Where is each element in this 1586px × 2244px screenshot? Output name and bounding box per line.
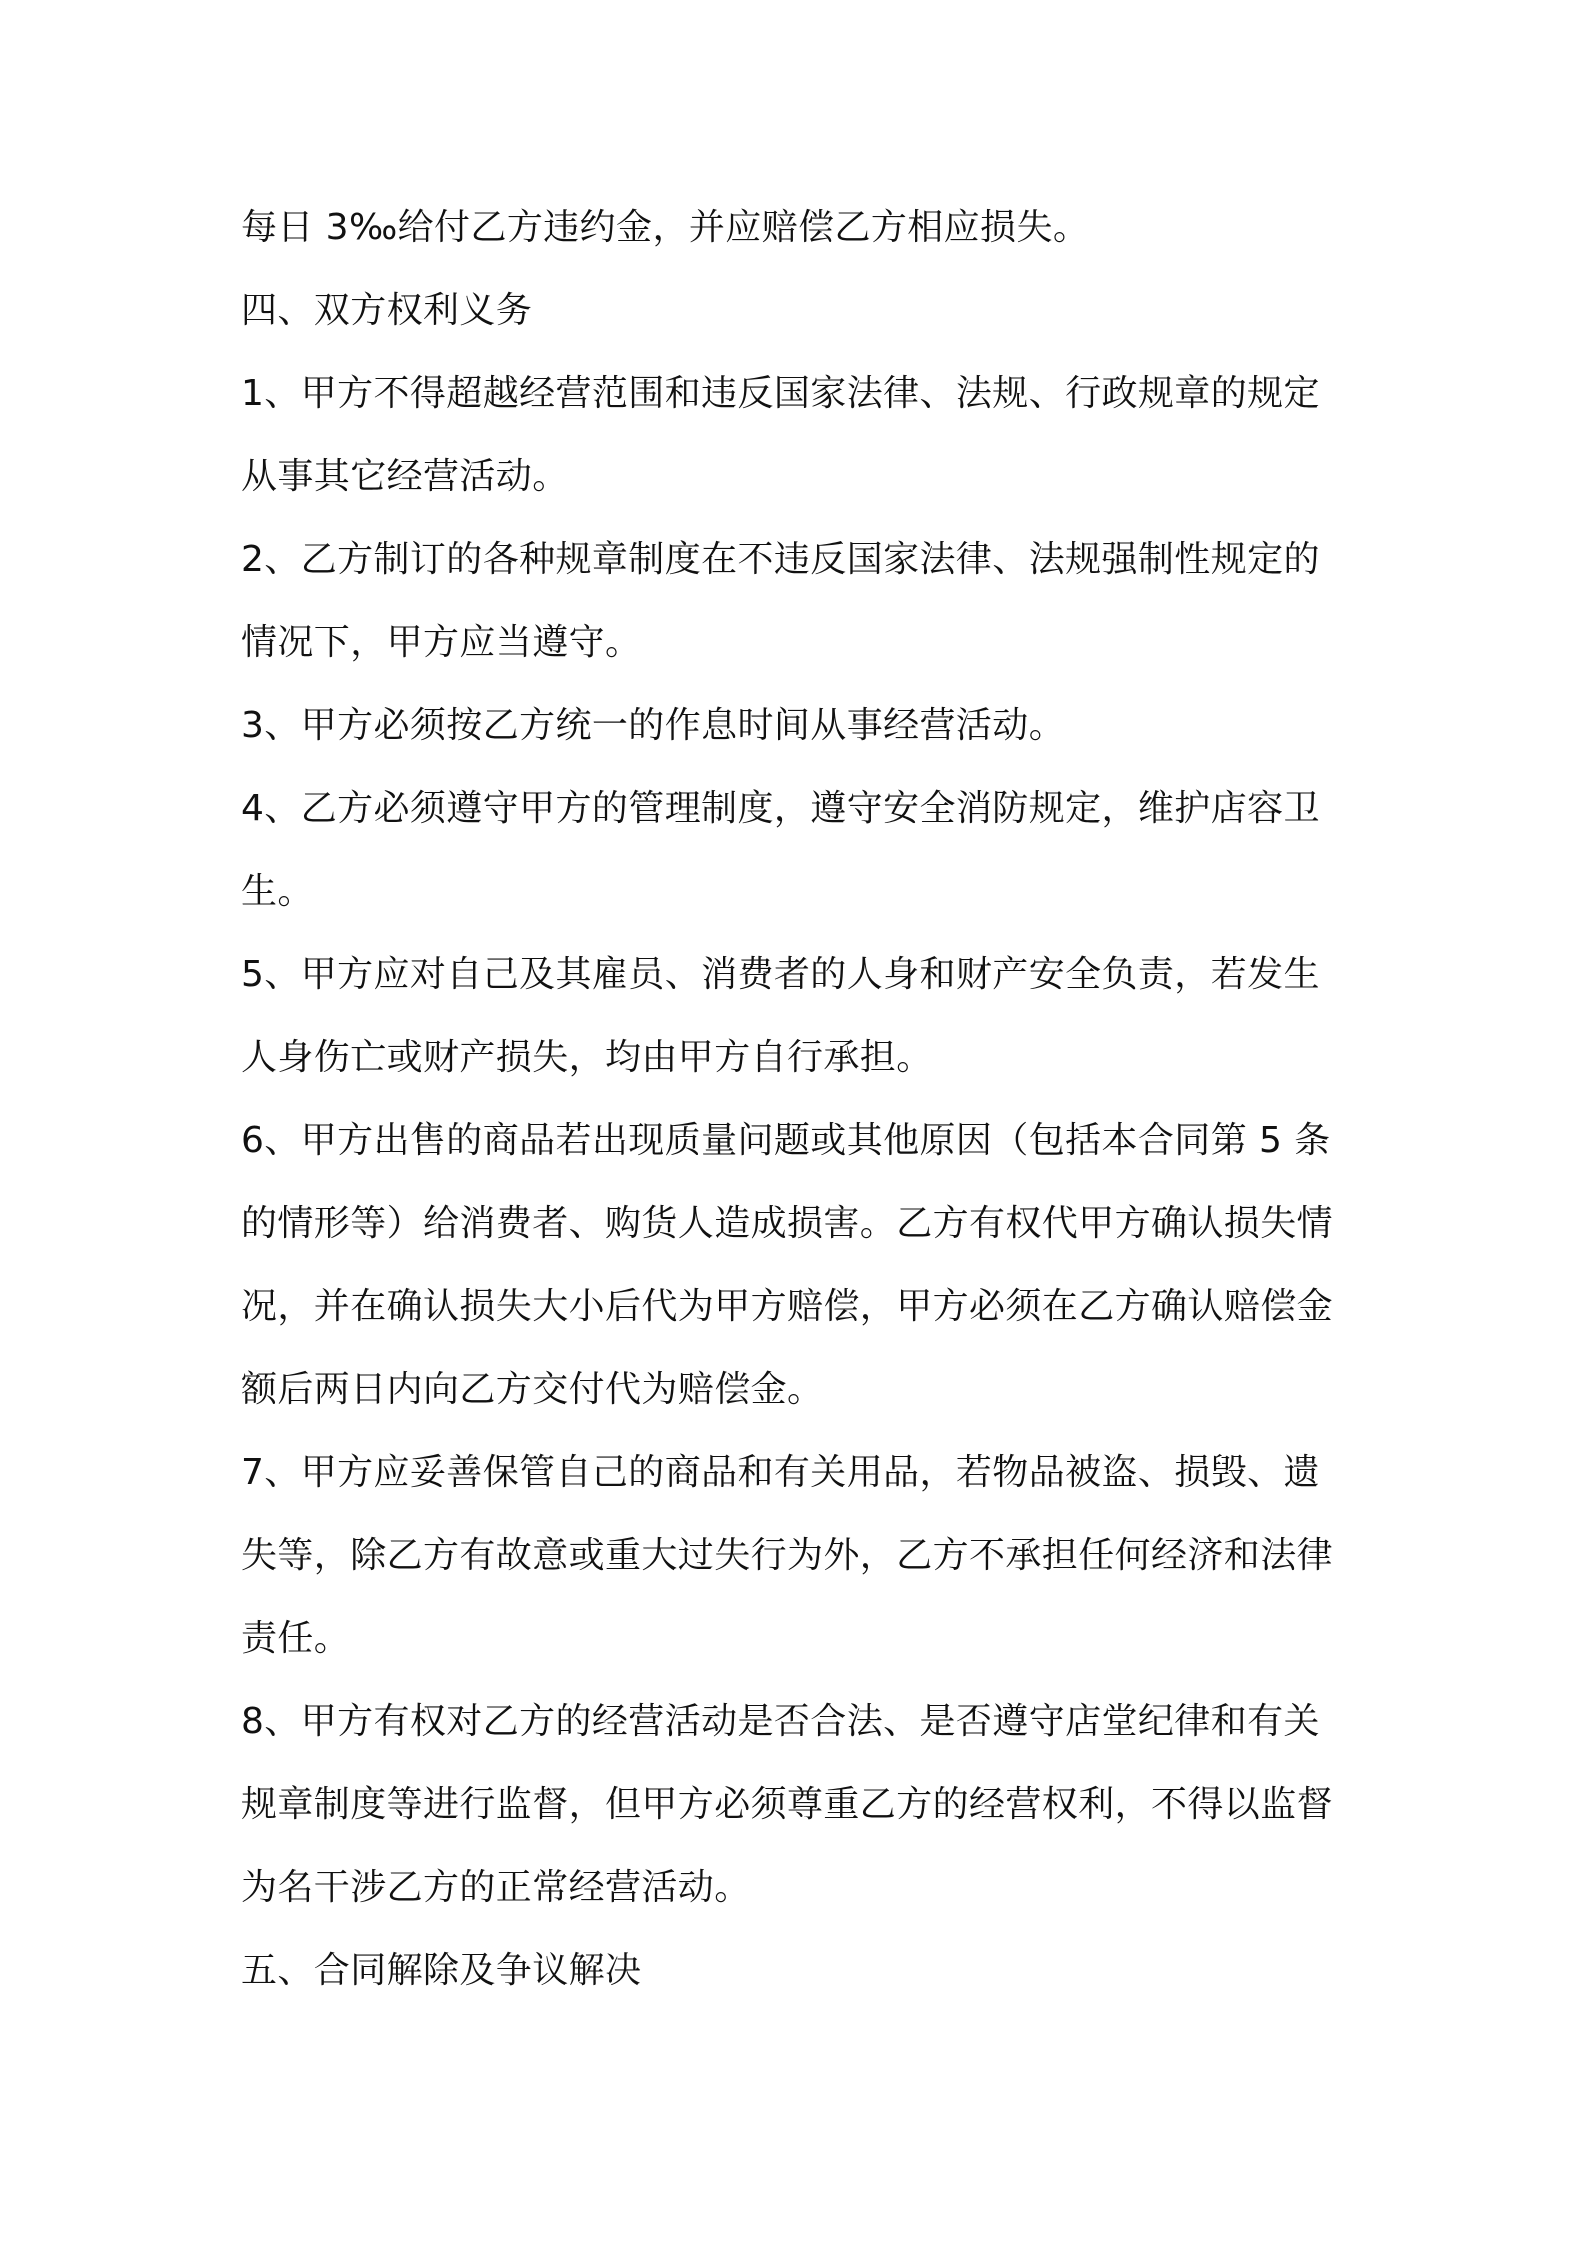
section-heading: 五、合同解除及争议解决 — [241, 1950, 642, 1991]
text-line: 责任。 — [241, 1618, 351, 1659]
text-line: 生。 — [241, 871, 314, 912]
text-line: 每日 3‰给付乙方违约金，并应赔偿乙方相应损失。 — [241, 207, 1090, 248]
text-line: 7、甲方应妥善保管自己的商品和有关用品，若物品被盗、损毁、遗 — [241, 1452, 1320, 1493]
text-line: 情况下，甲方应当遵守。 — [241, 622, 642, 663]
text-line: 的情形等）给消费者、购货人造成损害。乙方有权代甲方确认损失情 — [241, 1203, 1334, 1244]
text-line: 规章制度等进行监督，但甲方必须尊重乙方的经营权利，不得以监督 — [241, 1784, 1334, 1825]
text-line: 失等，除乙方有故意或重大过失行为外，乙方不承担任何经济和法律 — [241, 1535, 1334, 1576]
text-line: 4、乙方必须遵守甲方的管理制度，遵守安全消防规定，维护店容卫 — [241, 788, 1320, 829]
text-line: 3、甲方必须按乙方统一的作息时间从事经营活动。 — [241, 705, 1066, 746]
text-line: 额后两日内向乙方交付代为赔偿金。 — [241, 1369, 824, 1410]
text-line: 人身伤亡或财产损失，均由甲方自行承担。 — [241, 1037, 933, 1078]
text-line: 1、甲方不得超越经营范围和违反国家法律、法规、行政规章的规定 — [241, 373, 1320, 414]
text-line: 况，并在确认损失大小后代为甲方赔偿，甲方必须在乙方确认赔偿金 — [241, 1286, 1334, 1327]
text-line: 从事其它经营活动。 — [241, 456, 569, 497]
text-line: 5、甲方应对自己及其雇员、消费者的人身和财产安全负责，若发生 — [241, 954, 1320, 995]
text-line: 8、甲方有权对乙方的经营活动是否合法、是否遵守店堂纪律和有关 — [241, 1701, 1320, 1742]
text-line: 6、甲方出售的商品若出现质量问题或其他原因（包括本合同第 5 条 — [241, 1120, 1331, 1161]
text-line: 为名干涉乙方的正常经营活动。 — [241, 1867, 751, 1908]
section-heading: 四、双方权利义务 — [241, 290, 533, 331]
text-line: 2、乙方制订的各种规章制度在不违反国家法律、法规强制性规定的 — [241, 539, 1320, 580]
